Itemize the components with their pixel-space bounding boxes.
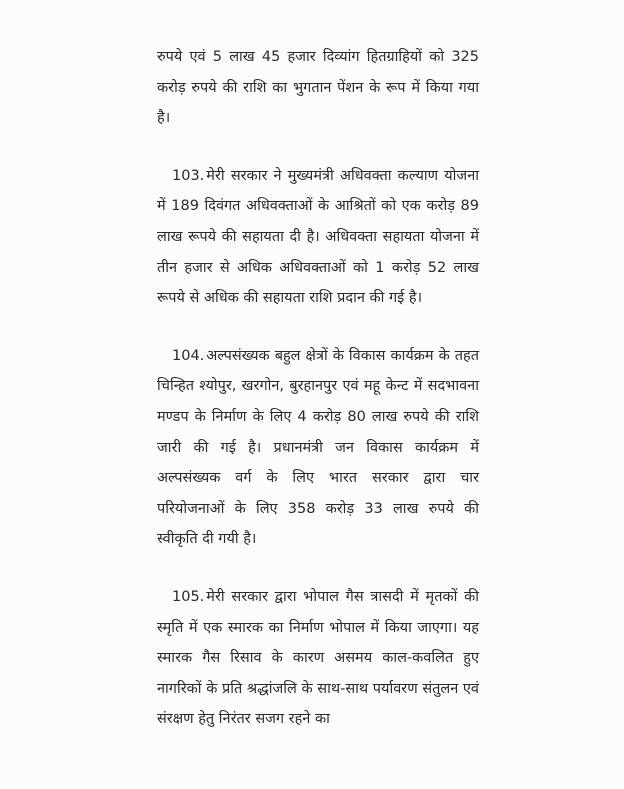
- document-body: [157, 42, 479, 762]
- paragraph-text: रुपये एवं 5 लाख 45 हजार दिव्यांग हितग्राहियों को 325 करोड़ रुपये की राशि का भुगतान पेंशन के रूप में किया गया है।: [157, 49, 479, 127]
- paragraph-continuation: [157, 42, 479, 134]
- paragraph-text: मेरी सरकार ने मुख्यमंत्री अधिवक्ता कल्याण योजना में 189 दिवंगत अधिवक्ताओं के आश्रितों को एक करोड़ 89 लाख रूपये की सहायता दी है। अधिवक्ता सहायता योजना में तीन हजार से अधिक अधिवक्ताओं को 1 करोड़ 52 लाख रूपये से अधिक की सहायता राशि प्रदान की गई है।: [157, 167, 479, 307]
- paragraph-number: 105.: [172, 588, 205, 605]
- paragraph-number: 104.: [172, 347, 205, 364]
- paragraph-number: 103.: [172, 167, 205, 184]
- paragraph-104: [157, 341, 479, 555]
- paragraph-103: [157, 161, 479, 314]
- paragraph-105: [157, 582, 479, 735]
- paragraph-text: मेरी सरकार द्वारा भोपाल गैस त्रासदी में मृतकों की स्मृति में एक स्मारक का निर्माण भोपाल में किया जाएगा। यह स्मारक गैस रिसाव के कारण असमय काल-कवलित हुए नागरिकों के प्रति श्रद्धांजलि के साथ-साथ पर्यावरण संतुलन एवं संरक्षण हेतु निरंतर सजग रहने का: [157, 588, 479, 728]
- paragraph-text: अल्पसंख्यक बहुल क्षेत्रों के विकास कार्यक्रम के तहत चिन्हित श्योपुर, खरगोन, बुरहानपुर एवं महू केन्ट में सदभावना मण्डप के निर्माण के लिए 4 करोड़ 80 लाख रुपये की राशि जारी की गई है। प्रधानमंत्री जन विकास कार्यक्रम में अल्पसंख्यक वर्ग के लिए भारत सरकार द्वारा चार परियोजनाओं के लिए 358 करोड़ 33 लाख रुपये की स्वीकृति दी गयी है।: [157, 347, 479, 548]
